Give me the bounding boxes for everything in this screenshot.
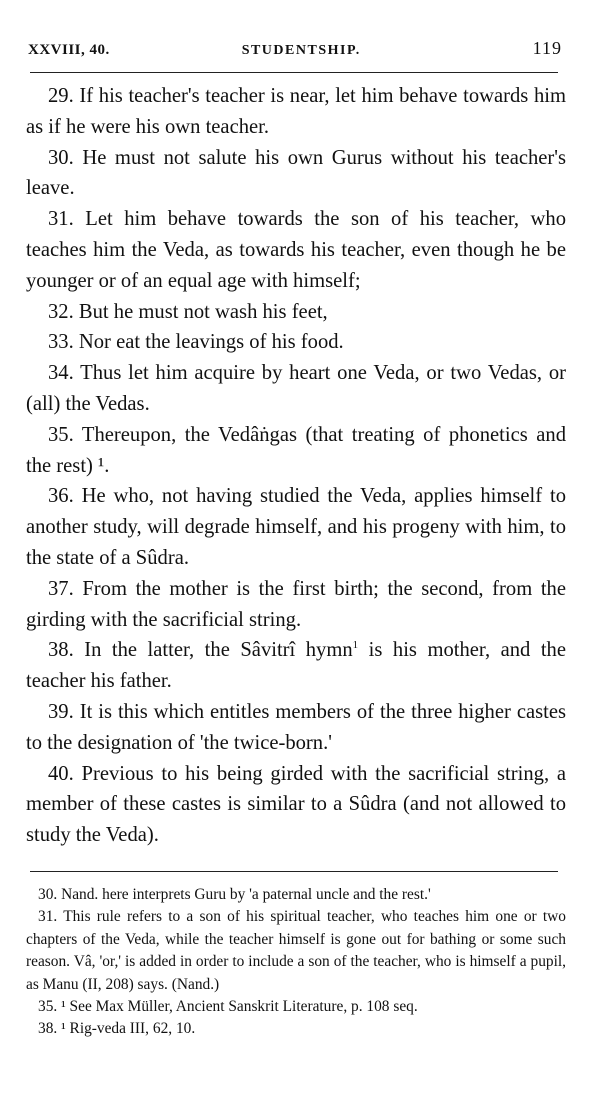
- footnotes: [26, 884, 566, 1041]
- paragraph-38-rest: is his mother, and the teacher his father.: [26, 639, 566, 693]
- footnote-marker-35: ¹.: [92, 454, 110, 477]
- header-rule: [30, 72, 558, 73]
- paragraph-32: 32. But he must not wash his feet,: [48, 300, 328, 323]
- section-reference: XXVIII, 40.: [28, 42, 110, 58]
- paragraph-36: 36. He who, not having studied the Veda, applies himself to another study, will degrade himself, and his progeny with him, to the state of a Sûdra.: [26, 485, 566, 569]
- book-page: [26, 38, 566, 1041]
- footnote-31: 31. This rule refers to a son of his spiritual teacher, who teaches him one or two chapters of the Veda, while the teacher himself is gone out for bathing or some such reason. Vâ, 'or,' is added in order to include a son of the teacher, who is himself a pupil, as Manu (II, 208) says. (Nand.): [26, 908, 566, 993]
- paragraph-29: 29. If his teacher's teacher is near, let him behave towards him as if he were his own teacher.: [26, 85, 566, 138]
- paragraph-35-text: 35. Thereupon, the Vedâṅgas (that treating of phonetics and the rest): [26, 423, 566, 477]
- paragraph-38-text: 38. In the latter, the Sâvitrî hymn: [48, 639, 353, 662]
- footnote-marker-38: 1: [352, 639, 359, 652]
- footnote-30: 30. Nand. here interprets Guru by 'a paternal uncle and the rest.': [38, 885, 431, 903]
- main-text: [26, 81, 566, 851]
- paragraph-35: [26, 420, 566, 482]
- page-number: 119: [532, 38, 562, 58]
- footnote-38: 38. ¹ Rig-veda III, 62, 10.: [38, 1020, 196, 1038]
- paragraph-31: 31. Let him behave towards the son of his teacher, who teaches him the Veda, as towards his teacher, even though he be younger or of an equal age with himself;: [26, 208, 566, 292]
- paragraph-33: 33. Nor eat the leavings of his food.: [48, 331, 344, 354]
- footnote-35: 35. ¹ See Max Müller, Ancient Sanskrit Literature, p. 108 seq.: [38, 997, 418, 1015]
- paragraph-34: 34. Thus let him acquire by heart one Veda, or two Vedas, or (all) the Vedas.: [26, 362, 566, 415]
- paragraph-38: [26, 635, 566, 697]
- paragraph-39: 39. It is this which entitles members of the three higher castes to the designation of 'the twice-born.': [26, 700, 566, 754]
- footnote-rule: [30, 871, 558, 872]
- running-title: STUDENTSHIP.: [241, 43, 361, 58]
- paragraph-40: 40. Previous to his being girded with the sacrificial string, a member of these castes is similar to a Sûdra (and not allowed to study the Veda).: [26, 762, 566, 847]
- paragraph-30: 30. He must not salute his own Gurus without his teacher's leave.: [26, 146, 566, 200]
- paragraph-37: 37. From the mother is the first birth; the second, from the girding with the sacrificial string.: [26, 577, 566, 631]
- running-head: [26, 38, 566, 62]
